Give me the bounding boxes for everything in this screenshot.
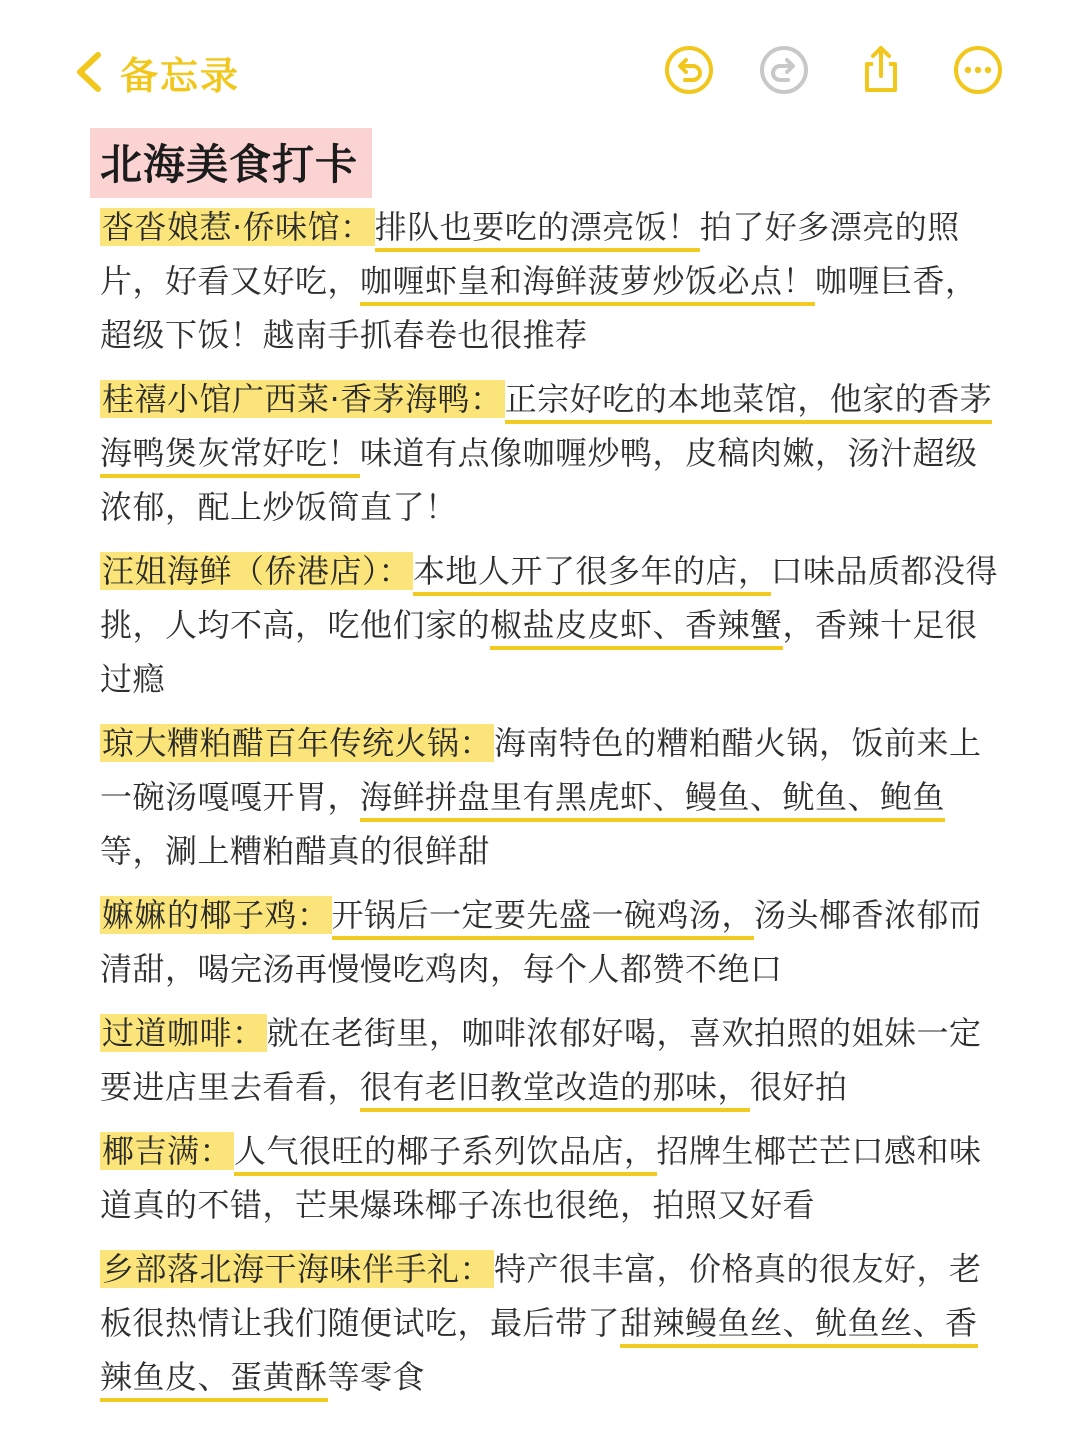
entry-text: 等零食 [327,1358,426,1396]
more-icon [952,44,1004,96]
note-entry [100,544,1000,706]
entry-underlined-text: 本地人开了很多年的店， [413,552,771,596]
entry-restaurant-name: 汪姐海鲜（侨港店）： [102,552,412,590]
entry-text: 拍了好多漂亮的照片，好看又好吃， [100,208,960,300]
more-button[interactable] [952,44,1004,96]
entry-text: 海南特色的糟粕醋火锅，饭前来上一碗汤嘎嘎开胃， [100,724,982,816]
note-body[interactable] [100,200,1000,1414]
entry-text: 等，涮上糟粕醋真的很鲜甜 [100,832,491,870]
entry-restaurant-name: 嫲嫲的椰子鸡： [102,896,330,934]
share-icon [855,44,907,96]
entry-underlined-text: 椒盐皮皮虾、香辣蟹 [490,606,783,650]
note-entry [100,200,1000,362]
entry-text: 很好拍 [750,1068,848,1106]
entry-text: 就在老街里，咖啡浓郁好喝，喜欢拍照的姐妹一定要进店里去看看， [100,1014,982,1106]
entry-underlined-text: 甜辣鳗鱼丝、鱿鱼丝、香辣鱼皮、蛋黄酥 [100,1304,978,1402]
note-entry [100,1006,1000,1114]
entry-restaurant-name: 乡部落北海干海味伴手礼： [102,1250,493,1288]
chevron-left-icon [72,49,106,95]
entry-underlined-text: 海鲜拼盘里有黑虎虾、鳗鱼、鱿鱼、鲍鱼 [360,778,945,822]
back-button[interactable] [72,44,240,100]
entry-text: 咖喱巨香，超级下饭！越南手抓春卷也很推荐 [100,262,978,354]
undo-button[interactable] [663,44,715,96]
note-entry [100,372,1000,534]
entry-underlined-text: 排队也要吃的漂亮饭！ [375,208,700,252]
entry-restaurant-name: 桂禧小馆广西菜·香茅海鸭： [102,380,503,418]
note-entry [100,1242,1000,1404]
entry-restaurant-name: 沓沓娘惹·侨味馆： [102,208,373,246]
note-entry [100,888,1000,996]
share-button[interactable] [855,44,907,96]
entry-text: ，香辣十足很过瘾 [100,606,978,698]
entry-restaurant-name: 过道咖啡： [102,1014,265,1052]
entry-text: 汤头椰香浓郁而清甜，喝完汤再慢慢吃鸡肉，每个人都赞不绝口 [100,896,982,988]
back-label: 备忘录 [120,53,241,98]
entry-text: 口味品质都没得挑，人均不高，吃他们家的 [100,552,999,644]
entry-text: 特产很丰富，价格真的很友好，老板很热情让我们随便试吃，最后带了 [100,1250,982,1342]
note-title-wrap [90,128,372,198]
entry-underlined-text: 人气很旺的椰子系列饮品店， [234,1132,657,1176]
entry-restaurant-name: 琼大糟粕醋百年传统火锅： [102,724,493,762]
navigation-bar [0,0,1080,140]
redo-icon [758,44,810,96]
entry-underlined-text: 开锅后一定要先盛一碗鸡汤， [332,896,755,940]
entry-underlined-text: 正宗好吃的本地菜馆，他家的香茅海鸭煲灰常好吃！ [100,380,992,478]
entry-text: 招牌生椰芒芒口感和味道真的不错，芒果爆珠椰子冻也很绝，拍照又好看 [100,1132,982,1224]
undo-icon [663,44,715,96]
note-entry [100,716,1000,878]
note-entry [100,1124,1000,1232]
note-title: 北海美食打卡 [90,128,372,198]
entry-text: 味道有点像咖喱炒鸭，皮稿肉嫩，汤汁超级浓郁，配上炒饭简直了！ [100,434,978,526]
entry-restaurant-name: 椰吉满： [102,1132,233,1170]
redo-button[interactable] [758,44,810,96]
entry-underlined-text: 咖喱虾皇和海鲜菠萝炒饭必点！ [360,262,815,306]
entry-underlined-text: 很有老旧教堂改造的那味， [360,1068,750,1112]
